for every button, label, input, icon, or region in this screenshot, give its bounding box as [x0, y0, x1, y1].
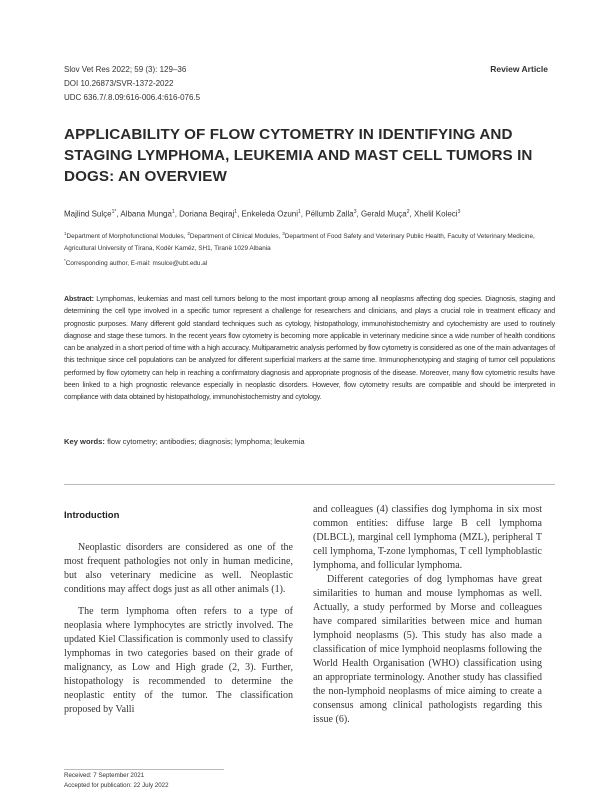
section-divider — [64, 484, 555, 485]
keywords — [64, 437, 305, 446]
doi[interactable]: DOI 10.26873/SVR-1372-2022 — [64, 79, 174, 88]
paragraph: and colleagues (4) classifies dog lymphoma in six most common entities: diffuse large B cell lymphoma (DLBCL), marginal cell lymphoma (MZL), peripheral T cell lymphoma, T-zone lymphomas, T cell lymphoblastic lymphoma, and follicular lymphoma. — [313, 504, 542, 571]
received-date: Received: 7 September 2021 — [64, 772, 145, 779]
paragraph: Neoplastic disorders are considered as one of the most frequent pathologies not only in human medicine, but also veterinary medicine as well. Neoplastic conditions may affect dogs just as all other animals (1). — [64, 542, 293, 595]
abstract — [64, 293, 555, 404]
article-title: APPLICABILITY OF FLOW CYTOMETRY IN IDENTIFYING AND STAGING LYMPHOMA, LEUKEMIA AND MAST CELL TUMORS IN DOGS: AN OVERVIEW — [64, 126, 533, 185]
accepted-date: Accepted for publication: 22 July 2022 — [64, 781, 169, 789]
abstract-text: Lymphomas, leukemias and mast cell tumors belong to the most important group among all neoplasms affecting dog species. Diagnosis, staging and determining the cell type involved in a specific tumor represent a challenge for researchers and clinicians, and plays a crucial role in treatment efficacy and prognostic purposes. Many different gold standard techniques such as cytology, histopathology, immunohistochemistry and cytochemistry are used to routinely diagnose and stage these tumors. In the recent years flow cytometry is becoming more applicable in veterinary medicine since a wide number of health conditions can be analyzed in a short period of time with a high accuracy. Multiparametric analysis performed by flow cytometry is considered as one of the main advantages of this technique since cell populations can be analyzed for different superficial markers at the same time. Immunophenotyping and staging of tumor cell populations performed by flow cytometry can help in reaching a confirmatory diagnosis and appropriate prognosis of the disease. Moreover, many flow cytometric results have been linked to a high prognostic relevance especially in neoplastic disorders. However, flow cytometry results are compatible and should be interpreted in compliance with data obtained by histopathology, immunohistochemistry and cytology. — [64, 295, 555, 402]
body-column-right — [313, 503, 542, 727]
article-type: Review Article — [490, 64, 548, 74]
section-heading: Introduction — [64, 510, 120, 521]
author: Doriana Beqiraj — [179, 209, 235, 219]
journal-citation: Slov Vet Res 2022; 59 (3): 129–36 — [64, 65, 187, 74]
author: Majlind Sulçe — [64, 209, 112, 219]
udc: UDC 636.7/.8.09:616-006.4:616-076.5 — [64, 93, 201, 102]
paragraph: Different categories of dog lymphomas have great similarities to human and mouse lymphomas as well. Actually, a study performed by Morse and colleagues have compared similarities between mice and human lymphoid neoplasms (5). This study has also made a classification of mice lymphoid neoplasms following the World Health Organisation (WHO) classification using an appropriate terminology. Another study has classified the non-lymphoid neoplasms of mice aiming to create a consensus among clinical pathologists regarding this issue (6). — [313, 574, 542, 725]
footnote-divider — [64, 769, 224, 770]
body-column-left — [64, 503, 293, 717]
author-list: Majlind Sulçe$^{1*}$, Albana Munga$^1$, Doriana Beqiraj$^1$, Enkeleda Ozuni$^1$, Pëllumb Zalla$^3$, Gerald Muça$^2$, Xhelil Koleci$^3$ — [64, 209, 461, 219]
author: Enkeleda Ozuni — [241, 209, 299, 219]
author: Pëllumb Zalla — [305, 209, 354, 219]
author: Xhelil Koleci — [413, 209, 458, 219]
publication-dates — [64, 771, 169, 790]
journal-meta — [64, 63, 200, 105]
corresponding-author: *Corresponding author, E-mail: msulce@ubt.edu.al — [64, 258, 208, 268]
affiliations: $^1$Department of Morphofunctional Modules, $^2$Department of Clinical Modules, $^3$Department of Food Safety and Veterinary Public Health, Faculty of Veterinary Medicine, Agricultural University of Tirana, Kodër Kamëz, SH1, Tiranë 1029 Albania — [64, 231, 535, 252]
author: Albana Munga — [120, 209, 172, 219]
paragraph: The term lymphoma often refers to a type of neoplasia where lymphocytes are strictly involved. The updated Kiel Classification is commonly used to classify lymphomas in two categories based on their grade of malignancy, as Low and High grade (2, 3). Further, histopathology is recommended to determine the neoplastic entity of the tumor. The classification proposed by Valli — [64, 606, 293, 715]
keywords-text: flow cytometry; antibodies; diagnosis; lymphoma; leukemia — [107, 437, 305, 446]
keywords-label: Key words: — [64, 437, 105, 446]
author: Gerald Muça — [360, 209, 407, 219]
abstract-label: Abstract: — [64, 295, 94, 303]
